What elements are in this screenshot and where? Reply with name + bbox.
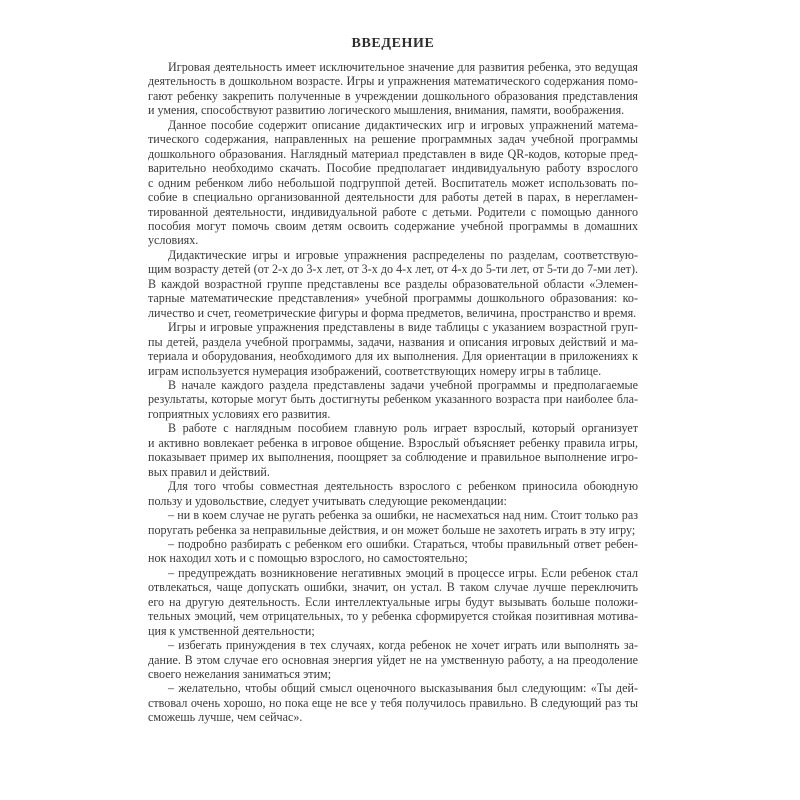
text-line: его на другую деятельность. Если интеллектуальные игры будут вызывать больше положи- (148, 594, 638, 609)
text-line: щим возрасту детей (от 2-х до 3-х лет, от 3-х до 4-х лет, от 4-х до 5-ти лет, от 5-ти до 7-ми лет). (148, 262, 638, 277)
text-line: – подробно разбирать с ребенком его ошибки. Стараться, чтобы правильный ответ ребен- (168, 536, 638, 551)
text-line: нок находил хоть и с помощью взрослого, но самостоятельно; (148, 551, 468, 566)
text-line: Данное пособие содержит описание дидактических игр и игровых упражнений матема- (168, 117, 638, 132)
text-line: гают ребенку закрепить полученные в учреждении дошкольного образования представления (148, 88, 638, 103)
text-line: собие в специально организованной деятельности для работы детей в парах, в нерегламен- (148, 190, 638, 205)
text-line: с одним ребенком либо небольшой подгруппой детей. Воспитатель может использовать по- (148, 175, 638, 190)
text-line: – избегать принуждения в тех случаях, когда ребенок не хочет играть или выполнять за- (168, 638, 638, 653)
text-line: сможешь лучше, чем сейчас». (148, 710, 303, 725)
document-page (148, 36, 638, 725)
text-line: показывает пример их выполнения, поощряет за соблюдение и правильное выполнение игро- (148, 450, 638, 465)
text-line: тированной деятельности, индивидуальной работе с детьми. Родители с помощью данного (148, 204, 638, 219)
text-line: тического содержания, направленных на решение программных задач учебной программы (148, 132, 638, 147)
text-line: и умения, способствуют развитию логического мышления, внимания, памяти, воображения. (148, 103, 625, 118)
text-line: дошкольного образования. Наглядный материал представлен в виде QR-кодов, которые пред- (148, 146, 638, 161)
text-line: вых правил и действий. (148, 464, 270, 479)
text-line: пользу и удовольствие, следует учитывать следующие рекомендации: (148, 493, 507, 508)
text-line: тельных эмоций, чем отрицательных, то у ребенка сформируется стойкая позитивная мотива- (148, 609, 638, 624)
text-line: териала и оборудования, необходимого для их выполнения. Для ориентации в приложениях к (148, 349, 638, 364)
paragraph (148, 508, 638, 537)
paragraph (148, 681, 638, 724)
text-line: варительно необходимо скачать. Пособие предполагает индивидуальную работу взрослого (148, 161, 638, 176)
paragraph (148, 60, 638, 118)
paragraph (148, 566, 638, 638)
text-line: В начале каждого раздела представлены задачи учебной программы и предполагаемые (168, 377, 638, 392)
text-line: ция к умственной деятельности; (148, 623, 315, 638)
paragraph (148, 421, 638, 479)
text-line: Дидактические игры и игровые упражнения распределены по разделам, соответствую- (168, 247, 638, 262)
paragraph (148, 248, 638, 320)
text-line: результаты, которые могут быть достигнуты ребенком указанного возраста при наиболее бла- (148, 392, 638, 407)
text-line: играм используется нумерация изображений, соответствующих номеру игры в таблице. (148, 363, 602, 378)
text-line: и активно вовлекает ребенка в игровое общение. Взрослый объясняет ребенку правила игры, (148, 435, 638, 450)
body-text (148, 60, 638, 725)
text-line: В каждой возрастной группе представлены все разделы образовательной области «Элемен- (148, 276, 638, 291)
paragraph (148, 638, 638, 681)
paragraph (148, 537, 638, 566)
text-line: – предупреждать возникновение негативных эмоций в процессе игры. Если ребенок стал (168, 565, 638, 580)
text-line: – желательно, чтобы общий смысл оценочного высказывания был следующим: «Ты дей- (168, 681, 638, 696)
text-line: Игры и игровые упражнения представлены в виде таблицы с указанием возрастной груп- (168, 320, 638, 335)
text-line: В работе с наглядным пособием главную роль играет взрослый, который организует (168, 421, 638, 436)
page-title: ВВЕДЕНИЕ (351, 36, 435, 51)
text-line: гоприятных условиях его развития. (148, 406, 331, 421)
text-line: деятельность в дошкольном возрасте. Игры и упражнения математического содержания помо- (148, 74, 638, 89)
text-line: поругать ребенка за неправильные действия, и он может больше не захотеть играть в эту игру; (148, 522, 636, 537)
text-line: – ни в коем случае не ругать ребенка за ошибки, не насмехаться над ним. Стоит только раз (168, 508, 638, 523)
text-line: тарные математические представления» учебной программы дошкольного образования: ко- (148, 291, 638, 306)
text-line: ствовал очень хорошо, но пока еще не все у тебя получилось правильно. В следующий раз ты (148, 695, 638, 710)
text-line: условиях. (148, 233, 199, 248)
text-line: пы детей, раздела учебной программы, задачи, названия и описания игровых действий и ма- (148, 334, 638, 349)
paragraph (148, 479, 638, 508)
text-line: Для того чтобы совместная деятельность взрослого с ребенком приносила обоюдную (168, 479, 638, 494)
text-line: своего нежелания заниматься этим; (148, 667, 332, 682)
text-line: пособия могут помочь своим детям освоить содержание учебной программы в домашних (148, 218, 638, 233)
text-line: отвлекаться, чаще допускать ошибки, значит, он устал. В таком случае лучше переключить (148, 580, 638, 595)
paragraph (148, 320, 638, 378)
text-line: личество и счет, геометрические фигуры и форма предметов, величина, пространство и время. (148, 305, 637, 320)
paragraph (148, 118, 638, 248)
text-line: Игровая деятельность имеет исключительное значение для развития ребенка, это ведущая (168, 60, 638, 74)
text-line: дание. В этом случае его основная энергия уйдет не на умственную работу, а на преодоление (148, 652, 638, 667)
paragraph (148, 378, 638, 421)
